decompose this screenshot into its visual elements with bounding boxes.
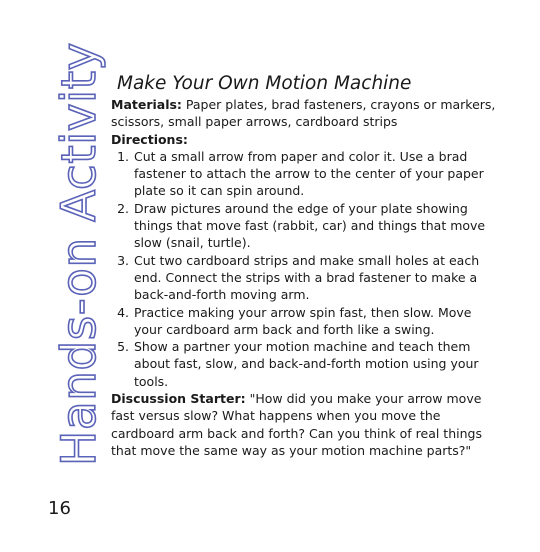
- discussion-paragraph: [111, 390, 496, 459]
- discussion-label: Discussion Starter:: [111, 391, 246, 407]
- activity-content: [111, 72, 496, 459]
- materials-text: Paper plates, brad fasteners, crayons or markers, scissors, small paper arrows, cardboard strips: [111, 97, 496, 130]
- materials-label: Materials:: [111, 97, 182, 112]
- direction-step-4: 4. Practice making your arrow spin fast, then slow. Move your cardboard arm back and forth like a swing.: [133, 304, 496, 339]
- direction-step-2: 2. Draw pictures around the edge of your plate showing things that move fast (rabbit, car) and things that move slow (snail, turtle).: [133, 200, 496, 252]
- activity-title: Make Your Own Motion Machine: [117, 73, 412, 94]
- materials-paragraph: [111, 96, 496, 131]
- direction-step-3: 3. Cut two cardboard strips and make small holes at each end. Connect the strips with a brad fastener to make a back-and-forth moving arm.: [133, 252, 496, 304]
- side-title: Hands-on Activity: [52, 42, 107, 466]
- direction-step-1: 1. Cut a small arrow from paper and color it. Use a brad fastener to attach the arrow to the center of your paper plate so it can spin around.: [133, 148, 496, 200]
- page-number: 16: [48, 498, 71, 519]
- direction-step-5: 5. Show a partner your motion machine and teach them about fast, slow, and back-and-forth motion using your tools.: [133, 338, 496, 390]
- discussion-text: "How did you make your arrow move fast versus slow? What happens when you move the cardboard arm back and forth? Can you think of real things that move the same way as your motion machine parts?": [111, 391, 482, 458]
- directions-heading: Directions:: [111, 131, 188, 147]
- directions-list: [111, 148, 496, 390]
